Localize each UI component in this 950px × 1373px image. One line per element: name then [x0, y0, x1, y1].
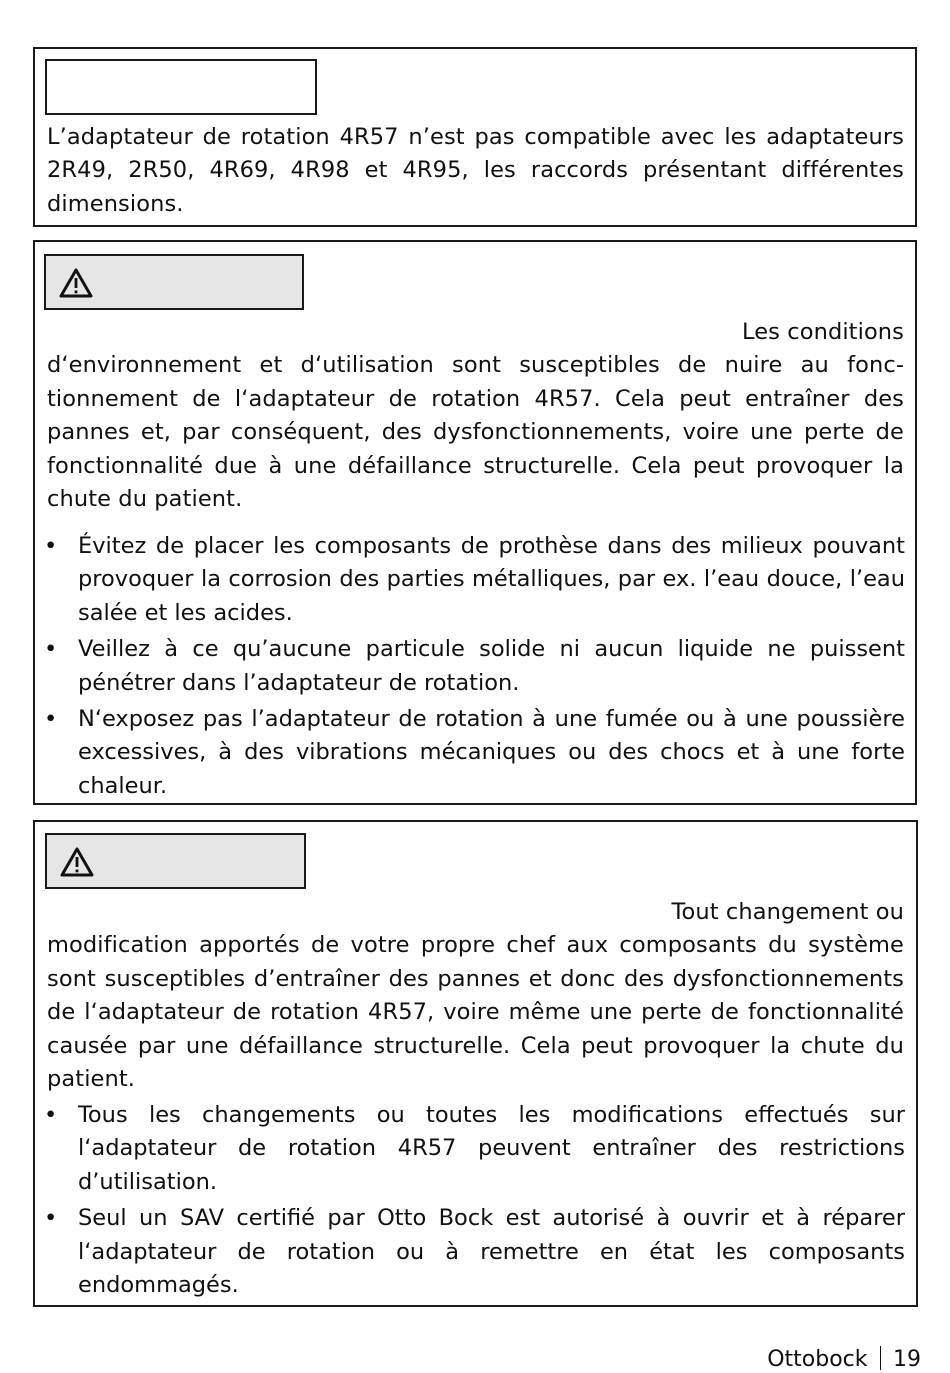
page-number: 19	[893, 1347, 921, 1372]
list-item: • Seul un SAV certifié par Otto Bock est autorisé à ouvrir et à réparer l‘adaptateur de rotation ou à remettre en état les composants endommagés.	[44, 1205, 905, 1299]
footer-divider	[880, 1346, 882, 1370]
list-item: • Veillez à ce qu’aucune particule solide ni aucun liquide ne puissent pénétrer dans l’adaptateur de rotation.	[44, 636, 905, 696]
caution-body: d‘environnement et d‘utilisation sont susceptibles de nuire au fonctionnement de l‘adaptateur de rotation 4R57. Cela peut entraîner des pannes et, par conséquent, des dysfonctionnements, voire une perte de fonctionnalité due à une défaillance structurelle. Cela peut provoquer la chute du patient.	[47, 352, 904, 513]
brand-name: Ottobock	[767, 1347, 868, 1372]
caution-box-modification	[33, 820, 918, 1307]
list-item: • N‘exposez pas l’adaptateur de rotation à une fumée ou à une poussière excessives, à des vibrations mécaniques ou des chocs et à une forte chaleur.	[44, 706, 905, 799]
list-item: • Évitez de placer les composants de prothèse dans des milieux pouvant provoquer la corrosion des parties métalliques, par ex. l’eau douce, l’eau salée et les acides.	[44, 533, 905, 626]
caution-text	[47, 316, 904, 516]
caution-lead: Tout changement ou	[671, 899, 904, 925]
notice-text: L’adaptateur de rotation 4R57 n’est pas compatible avec les adaptateurs 2R49, 2R50, 4R69, 4R98 et 4R95, les raccords présentant différentes dimensions.	[47, 124, 904, 217]
notice-label-box	[45, 59, 317, 115]
caution-text	[47, 896, 904, 1096]
caution-box-environment	[33, 240, 917, 805]
notice-box	[33, 47, 917, 227]
list-item: • Tous les changements ou toutes les modifications effectués sur l‘adaptateur de rotation 4R57 peuvent entraîner des restrictions d’utilisation.	[44, 1102, 905, 1195]
warning-triangle-icon	[60, 847, 94, 877]
warning-triangle-icon	[59, 268, 93, 298]
caution-label-box	[44, 254, 304, 310]
caution-lead: Les conditions	[741, 319, 904, 345]
caution-bullet-list	[35, 1099, 905, 1305]
page-footer	[767, 1346, 921, 1373]
caution-label-box	[45, 833, 306, 889]
caution-body: modification apportés de votre propre chef aux composants du système sont susceptibles d’entraîner des pannes et donc des dysfonctionnements de l‘adaptateur de rotation 4R57, voire même une perte de fonctionnalité causée par une défaillance structurelle. Cela peut provoquer la chute du patient.	[47, 932, 904, 1093]
caution-bullet-list	[35, 530, 905, 806]
